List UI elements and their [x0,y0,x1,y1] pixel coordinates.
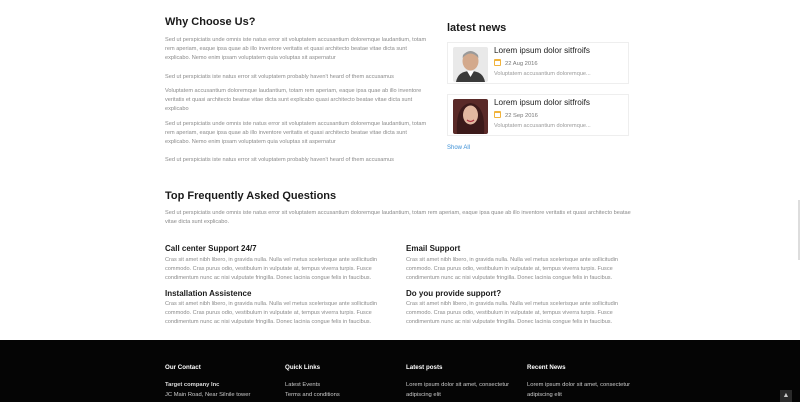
latest-news-title: latest news [447,22,507,34]
footer-heading: Latest posts [406,364,443,371]
faq-question: Do you provide support? [406,289,502,298]
why-paragraph: Voluptatem accusantium doloremque laudantium, totam rem aperiam, eaque ipsa quae ab illo inventore veritatis et quasi architecto beatae vitae dicta sunt explicabo quasi architecto beatae vitae dicta sunt explicabo [165,88,422,112]
faq-answer: Cras sit amet nibh libero, in gravida nulla. Nulla vel metus scelerisque ante sollicitudin commodo. Cras purus odio, vestibulum in vulputate at, tempus viverra turpis. Fusce condimentum nunc ac nisi vulputate fringilla. Donec lacinia congue felis in faucibus. [406,301,619,325]
chevron-up-icon: ▲ [782,392,790,399]
avatar [453,47,488,82]
company-name: Target company Inc [165,382,220,388]
scroll-to-top-button[interactable] [780,390,792,402]
faq-answer: Cras sit amet nibh libero, in gravida nulla. Nulla vel metus scelerisque ante sollicitudin commodo. Cras purus odio, vestibulum in vulputate at, tempus viverra turpis. Fusce condimentum nunc ac nisi vulputate fringilla. Donec lacinia congue felis in faucibus. [165,301,378,325]
footer-link[interactable]: Terms and conditions [285,392,340,398]
faq-question: Call center Support 24/7 [165,244,257,253]
faq-question: Email Support [406,244,461,253]
footer-latest-posts [406,364,516,400]
news-excerpt: Voluptatem accusantium doloremque... [494,71,591,77]
why-paragraph: Sed ut perspiciatis iste natus error sit voluptatem probably haven't heard of them accusamus [165,74,394,80]
faq-title: Top Frequently Asked Questions [165,190,337,202]
footer-quick-links [285,364,340,400]
why-paragraph: Sed ut perspiciatis unde omnis iste natus error sit voluptatem accusantium doloremque laudantium, totam rem aperiam, eaque ipsa quae ab illo inventore veritatis et quasi architecto beatae vitae dicta sunt explicabo. Nemo enim ipsam voluptatem quia voluptas sit aspernatur [165,37,427,61]
faq-answer: Cras sit amet nibh libero, in gravida nulla. Nulla vel metus scelerisque ante sollicitudin commodo. Cras purus odio, vestibulum in vulputate at, tempus viverra turpis. Fusce condimentum nunc ac nisi vulputate fringilla. Donec lacinia congue felis in faucibus. [165,257,378,281]
calendar-icon [494,111,501,118]
why-choose-us-title: Why Choose Us? [165,16,256,28]
news-headline[interactable]: Lorem ipsum dolor sitfroifs [494,98,591,107]
footer-heading: Quick Links [285,364,321,371]
news-item[interactable] [447,42,629,84]
faq-question: Installation Assistence [165,289,252,298]
footer-heading: Recent News [527,364,566,371]
footer-recent-news [527,364,637,400]
footer-link[interactable]: Latest Events [285,382,321,388]
faq-intro: Sed ut perspiciatis unde omnis iste natus error sit voluptatem accusantium doloremque laudantium, totam rem aperiam, eaque ipsa quae ab illo inventore veritatis et quasi architecto beatae vitae dicta sunt explicabo. [165,210,631,225]
avatar [453,99,488,134]
footer-post-link[interactable]: Lorem ipsum dolor sit amet, consectetur adipiscing elit [406,382,510,398]
footer [0,340,800,402]
news-date: 22 Sep 2016 [494,111,538,119]
footer-post-link[interactable]: Lorem ipsum dolor sit amet, consectetur adipiscing elit [527,382,631,398]
show-all-link[interactable]: Show All [447,145,471,151]
news-date: 22 Aug 2016 [494,59,538,67]
news-item[interactable] [447,94,629,136]
company-address: JC Main Road, Near Silnile tower [165,392,251,398]
why-paragraph: Sed ut perspiciatis unde omnis iste natus error sit voluptatem accusantium doloremque laudantium, totam rem aperiam, eaque ipsa quae ab illo inventore veritatis et quasi architecto beatae vitae dicta sunt explicabo. Nemo enim ipsam voluptatem quia voluptas sit aspernatur [165,121,427,145]
faq-answer: Cras sit amet nibh libero, in gravida nulla. Nulla vel metus scelerisque ante sollicitudin commodo. Cras purus odio, vestibulum in vulputate at, tempus viverra turpis. Fusce condimentum nunc ac nisi vulputate fringilla. Donec lacinia congue felis in faucibus. [406,257,619,281]
footer-heading: Our Contact [165,364,201,371]
news-excerpt: Voluptatem accusantium doloremque... [494,123,591,129]
why-paragraph: Sed ut perspiciatis iste natus error sit voluptatem probably haven't heard of them accusamus [165,157,394,163]
news-headline[interactable]: Lorem ipsum dolor sitfroifs [494,46,591,55]
calendar-icon [494,59,501,66]
footer-contact [165,364,250,400]
